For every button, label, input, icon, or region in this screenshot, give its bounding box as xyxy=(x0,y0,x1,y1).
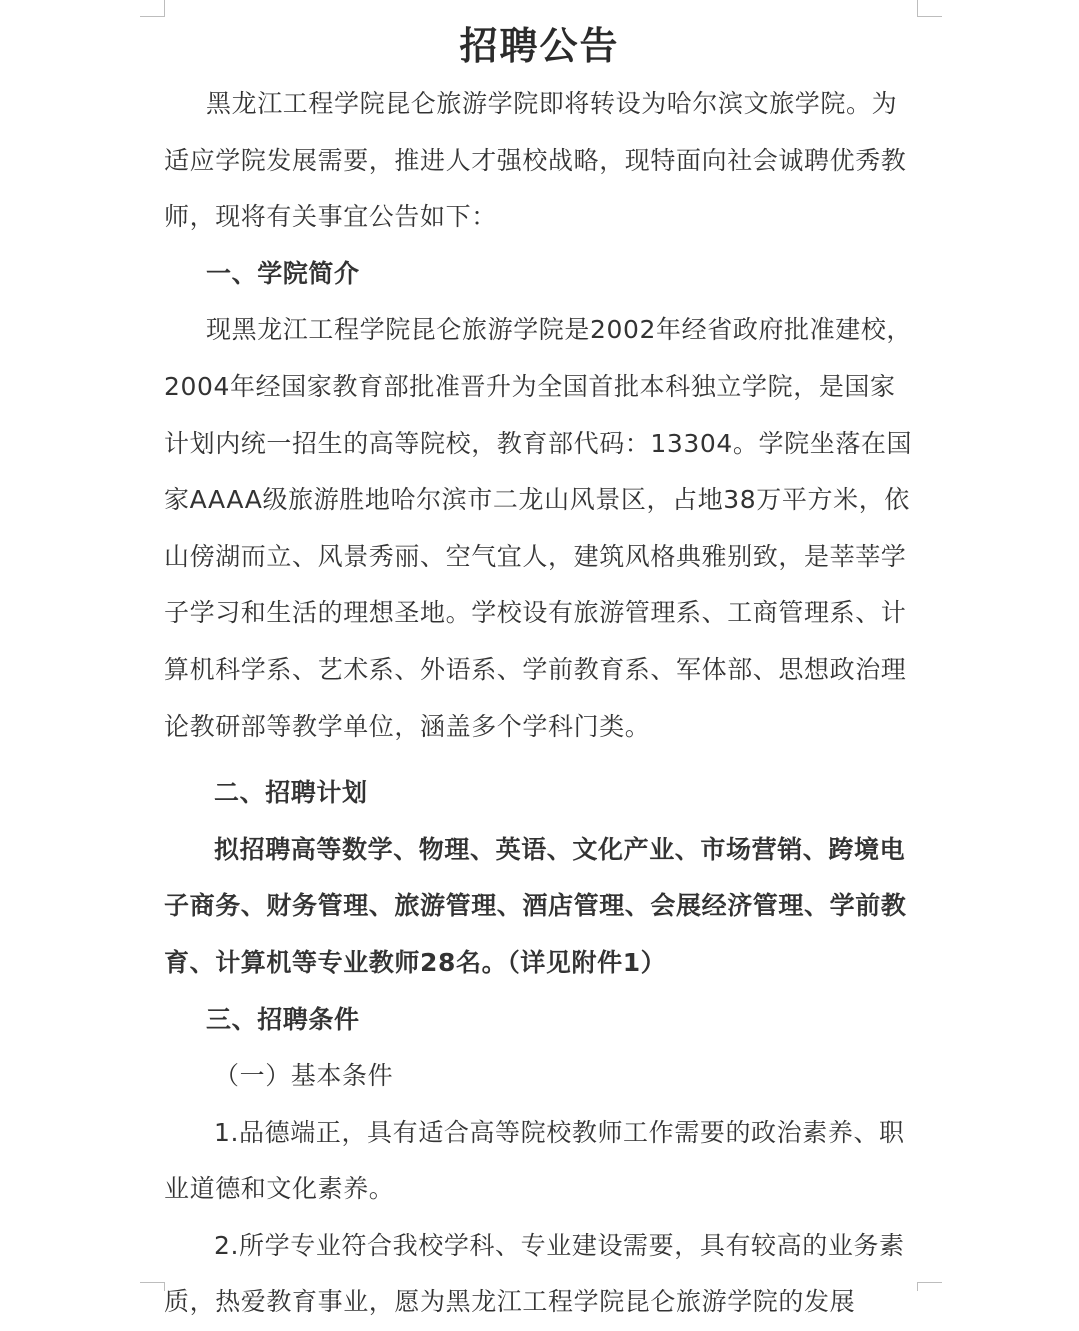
section-3-heading: 三、招聘条件 xyxy=(206,1004,360,1034)
section-3-subheading: （一）基本条件 xyxy=(214,1061,394,1091)
section-2-body: 拟招聘高等数学、物理、英语、文化产业、市场营销、跨境电子商务、财务管理、旅游管理、酒店管理、会展经济管理、学前教育、计算机等专业教师28名。（详见附件1） xyxy=(164,834,907,977)
section-2-heading: 二、招聘计划 xyxy=(214,778,368,808)
section-1-heading: 一、学院简介 xyxy=(206,258,360,288)
section-3-item-1: 1.品德端正，具有适合高等院校教师工作需要的政治素养、职业道德和文化素养。 xyxy=(164,1117,905,1204)
document-title: 招聘公告 xyxy=(459,24,620,68)
intro-paragraph: 黑龙江工程学院昆仑旅游学院即将转设为哈尔滨文旅学院。为适应学院发展需要，推进人才强校战略，现特面向社会诚聘优秀教师，现将有关事宜公告如下： xyxy=(164,89,907,232)
document-body xyxy=(164,76,916,1331)
section-1-body: 现黑龙江工程学院昆仑旅游学院是2002年经省政府批准建校，2004年经国家教育部批准晋升为全国首批本科独立学院，是国家计划内统一招生的高等院校，教育部代码：13304。学院坐落在国家AAAA级旅游胜地哈尔滨市二龙山风景区，占地38万平方米，依山傍湖而立、风景秀丽、空气宜人，建筑风格典雅别致，是莘莘学子学习和生活的理想圣地。学校设有旅游管理系、工商管理系、计算机科学系、艺术系、外语系、学前教育系、军体部、思想政治理论教研部等教学单位，涵盖多个学科门类。 xyxy=(164,315,913,741)
crop-mark-top-right xyxy=(917,0,942,17)
crop-mark-top-left xyxy=(140,0,165,17)
section-3-item-2: 2.所学专业符合我校学科、专业建设需要，具有较高的业务素质，热爱教育事业，愿为黑龙江工程学院昆仑旅游学院的发展 xyxy=(164,1230,905,1317)
